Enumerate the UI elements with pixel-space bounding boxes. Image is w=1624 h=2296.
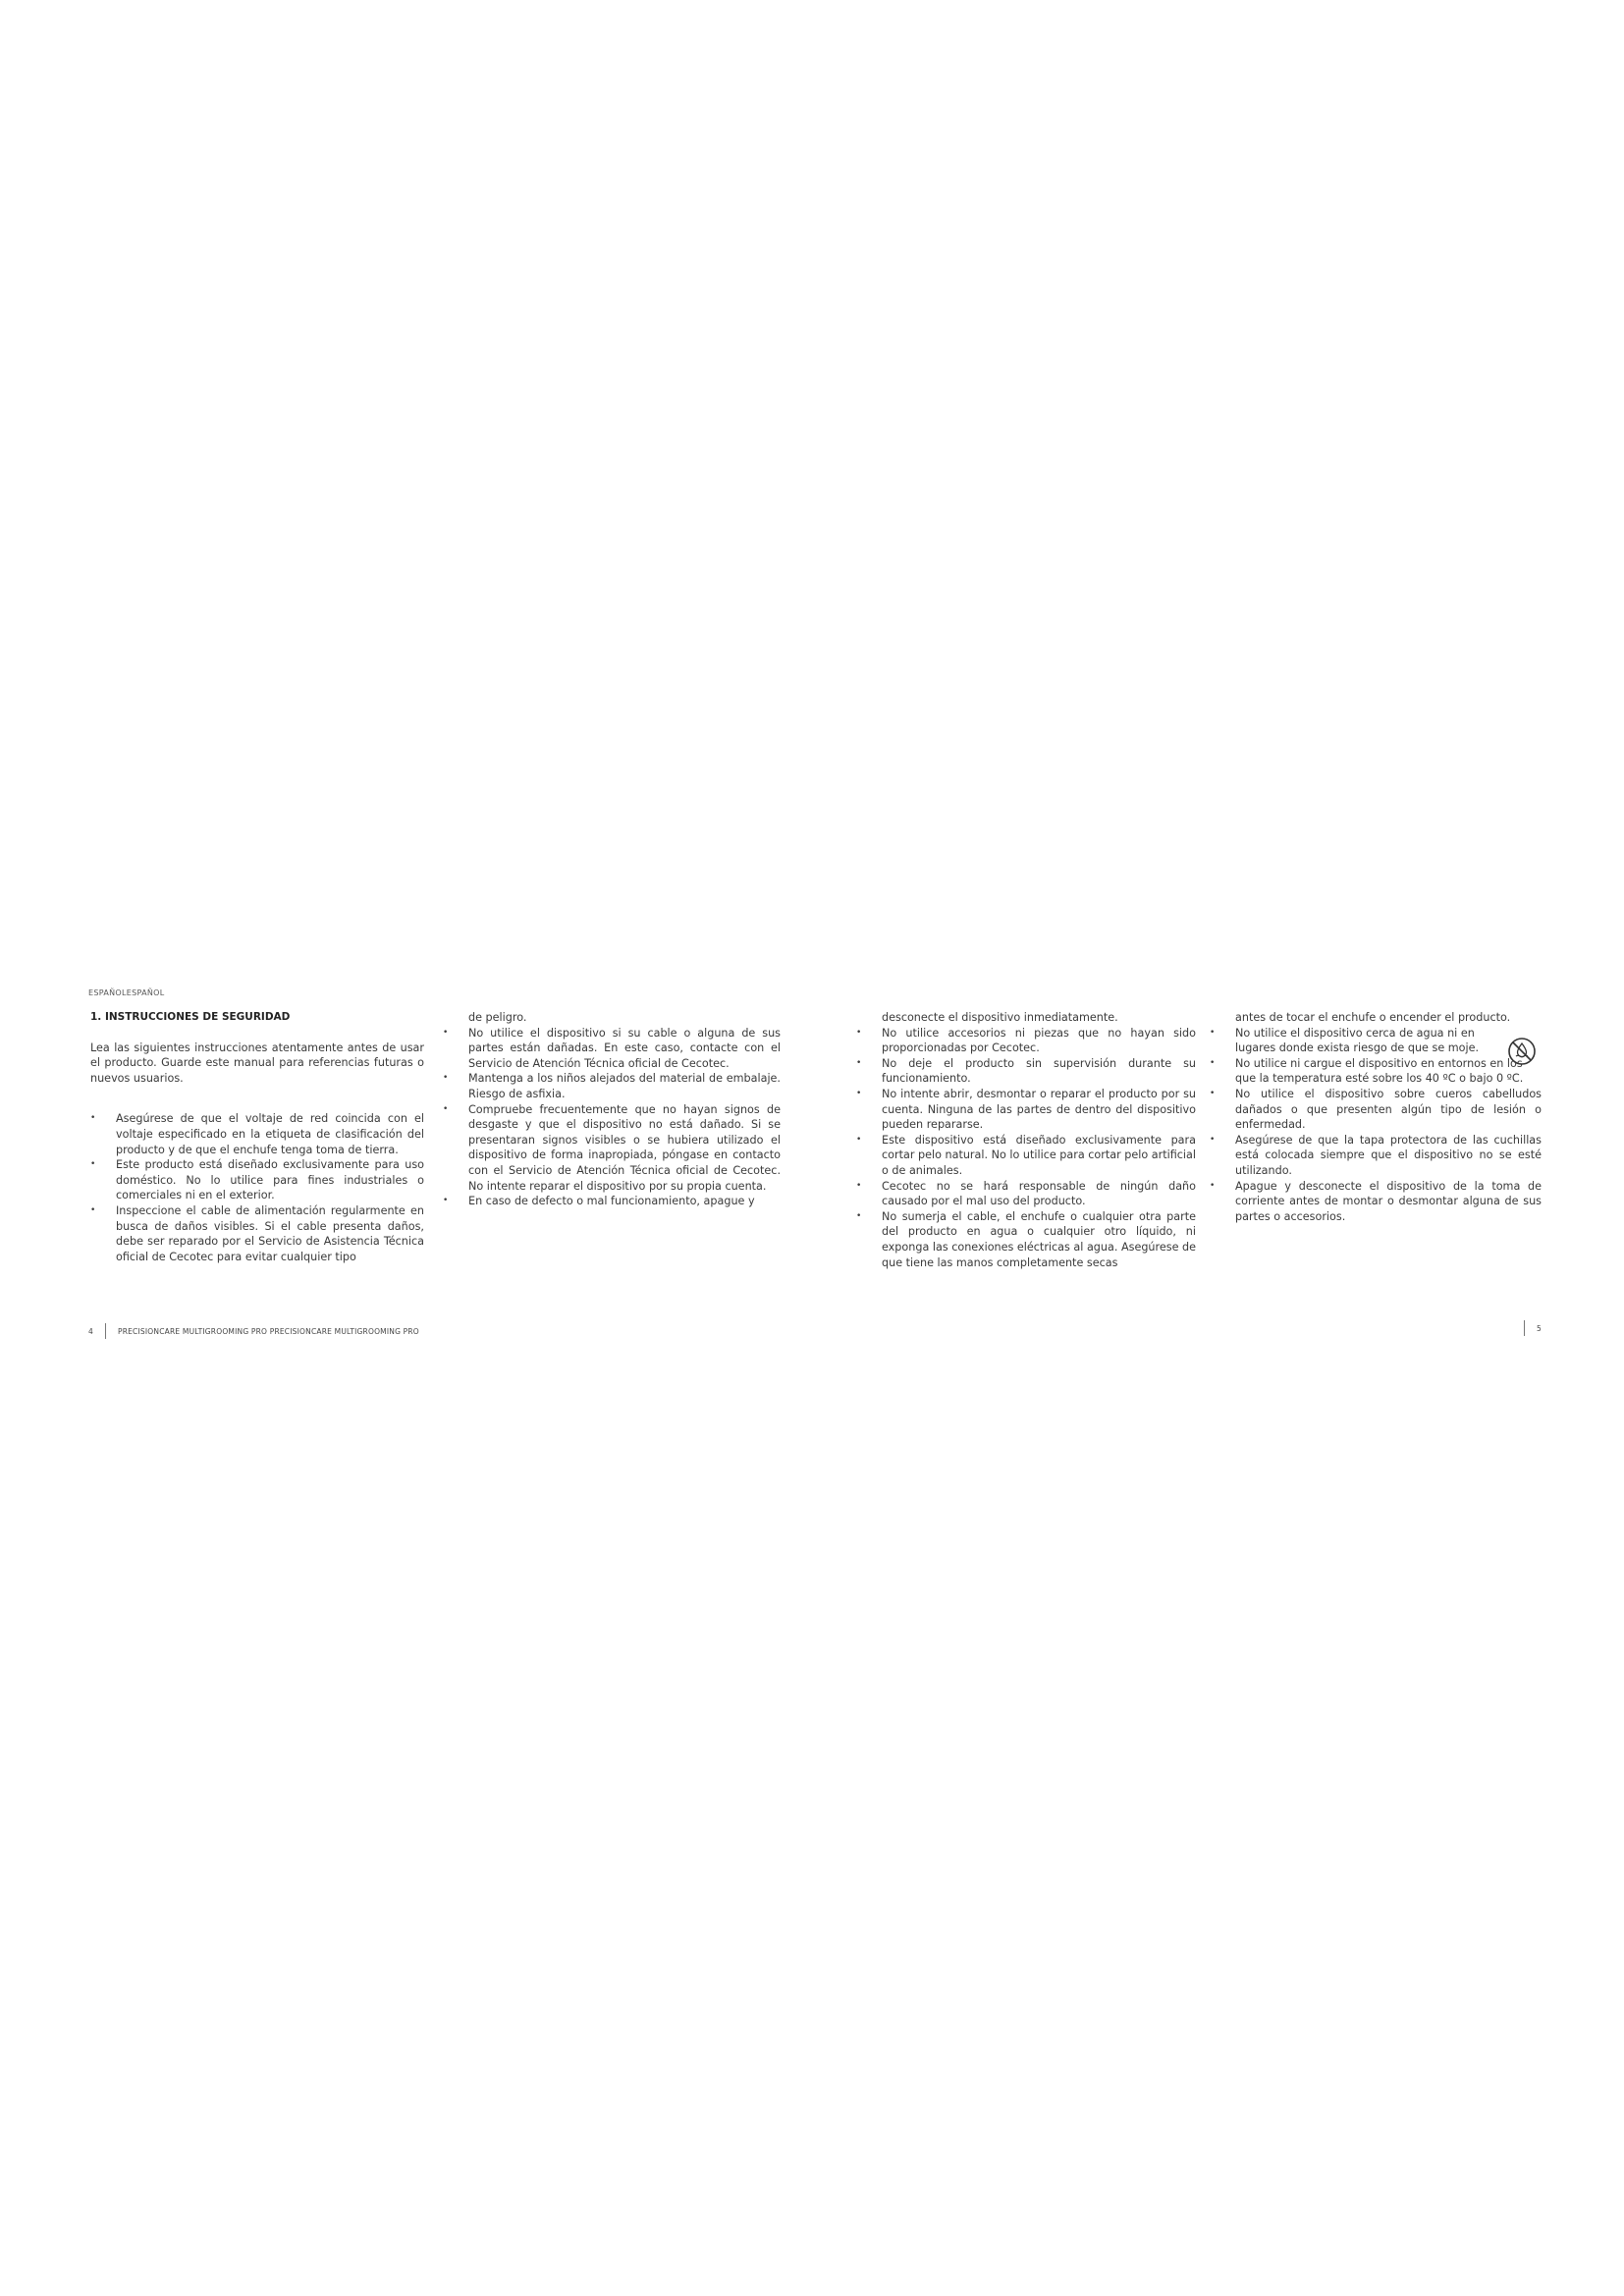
list-item: • Este producto está diseñado exclusivamente para uso doméstico. No lo utilice para fines industriales o comerciales ni en el exterior. [90, 1157, 424, 1203]
list-item-continuation: desconecte el dispositivo inmediatamente. [882, 1011, 1118, 1024]
list-item: • No utilice el dispositivo cerca de agua ni en lugares donde exista riesgo de que se moje. [1210, 1026, 1542, 1056]
footer-divider [105, 1323, 106, 1339]
list-item: • En caso de defecto o mal funcionamiento, apague y [443, 1194, 781, 1209]
footer-left [88, 1323, 419, 1339]
column-4 [1210, 1010, 1542, 1224]
list-item-continuation: de peligro. [468, 1011, 527, 1024]
list-item: • Apague y desconecte el dispositivo de la toma de corriente antes de montar o desmontar alguna de sus partes o accesorios. [1210, 1179, 1542, 1225]
list-item: • Compruebe frecuentemente que no hayan signos de desgaste y que el dispositivo no está dañado. Si se presentaran signos visibles o se hubiera utilizado el dispositivo de forma inapropiada, póngase en contacto con el Servicio de Atención Técnica oficial de Cecotec. No intente reparar el dispositivo por su propia cuenta. [443, 1102, 781, 1195]
footer-divider [1524, 1320, 1525, 1336]
list-item: • No intente abrir, desmontar o reparar el producto por su cuenta. Ninguna de las partes de dentro del dispositivo pueden repararse. [856, 1087, 1196, 1133]
section-heading: 1. INSTRUCCIONES DE SEGURIDAD [90, 1011, 291, 1023]
list-item: • No utilice ni cargue el dispositivo en entornos en los que la temperatura esté sobre los 40 ºC o bajo 0 ºC. [1210, 1056, 1542, 1087]
footer-title: PRECISIONCARE MULTIGROOMING PRO PRECISIONCARE MULTIGROOMING PRO [117, 1326, 419, 1336]
list-item: • No utilice el dispositivo si su cable o alguna de sus partes están dañadas. En este caso, contacte con el Servicio de Atención Técnica oficial de Cecotec. [443, 1026, 781, 1072]
intro-paragraph: Lea las siguientes instrucciones atentamente antes de usar el producto. Guarde este manual para referencias futuras o nuevos usuarios. [90, 1041, 424, 1085]
list-item: • Asegúrese de que la tapa protectora de las cuchillas está colocada siempre que el dispositivo no se esté utilizando. [1210, 1133, 1542, 1179]
no-water-icon [1507, 1037, 1537, 1066]
list-item-continuation: antes de tocar el enchufe o encender el producto. [1235, 1011, 1511, 1024]
list-item: • Cecotec no se hará responsable de ningún daño causado por el mal uso del producto. [856, 1179, 1196, 1209]
list-item: • No utilice el dispositivo sobre cueros cabelludos dañados o que presenten algún tipo de lesión o enfermedad. [1210, 1087, 1542, 1133]
column-2 [443, 1010, 781, 1209]
list-item: • Mantenga a los niños alejados del material de embalaje. Riesgo de asfixia. [443, 1071, 781, 1101]
page-number: 5 [1537, 1323, 1542, 1333]
footer-right [1512, 1320, 1542, 1336]
page-number: 4 [88, 1326, 93, 1336]
list-item: • Asegúrese de que el voltaje de red coincida con el voltaje especificado en la etiqueta de clasificación del producto y de que el enchufe tenga toma de tierra. [90, 1111, 424, 1157]
column-1 [90, 1010, 424, 1264]
list-item: • No utilice accesorios ni piezas que no hayan sido proporcionadas por Cecotec. [856, 1026, 1196, 1056]
list-item: • No deje el producto sin supervisión durante su funcionamiento. [856, 1056, 1196, 1087]
column-3 [856, 1010, 1196, 1270]
language-header: ESPAÑOLESPAÑOL [88, 988, 165, 997]
list-item: • No sumerja el cable, el enchufe o cualquier otra parte del producto en agua o cualquier otro líquido, ni exponga las conexiones eléctricas al agua. Asegúrese de que tiene las manos completamente secas [856, 1209, 1196, 1270]
list-item: • Inspeccione el cable de alimentación regularmente en busca de daños visibles. Si el cable presenta daños, debe ser reparado por el Servicio de Asistencia Técnica oficial de Cecotec para evitar cualquier tipo [90, 1203, 424, 1264]
list-item: • Este dispositivo está diseñado exclusivamente para cortar pelo natural. No lo utilice para cortar pelo artificial o de animales. [856, 1133, 1196, 1179]
